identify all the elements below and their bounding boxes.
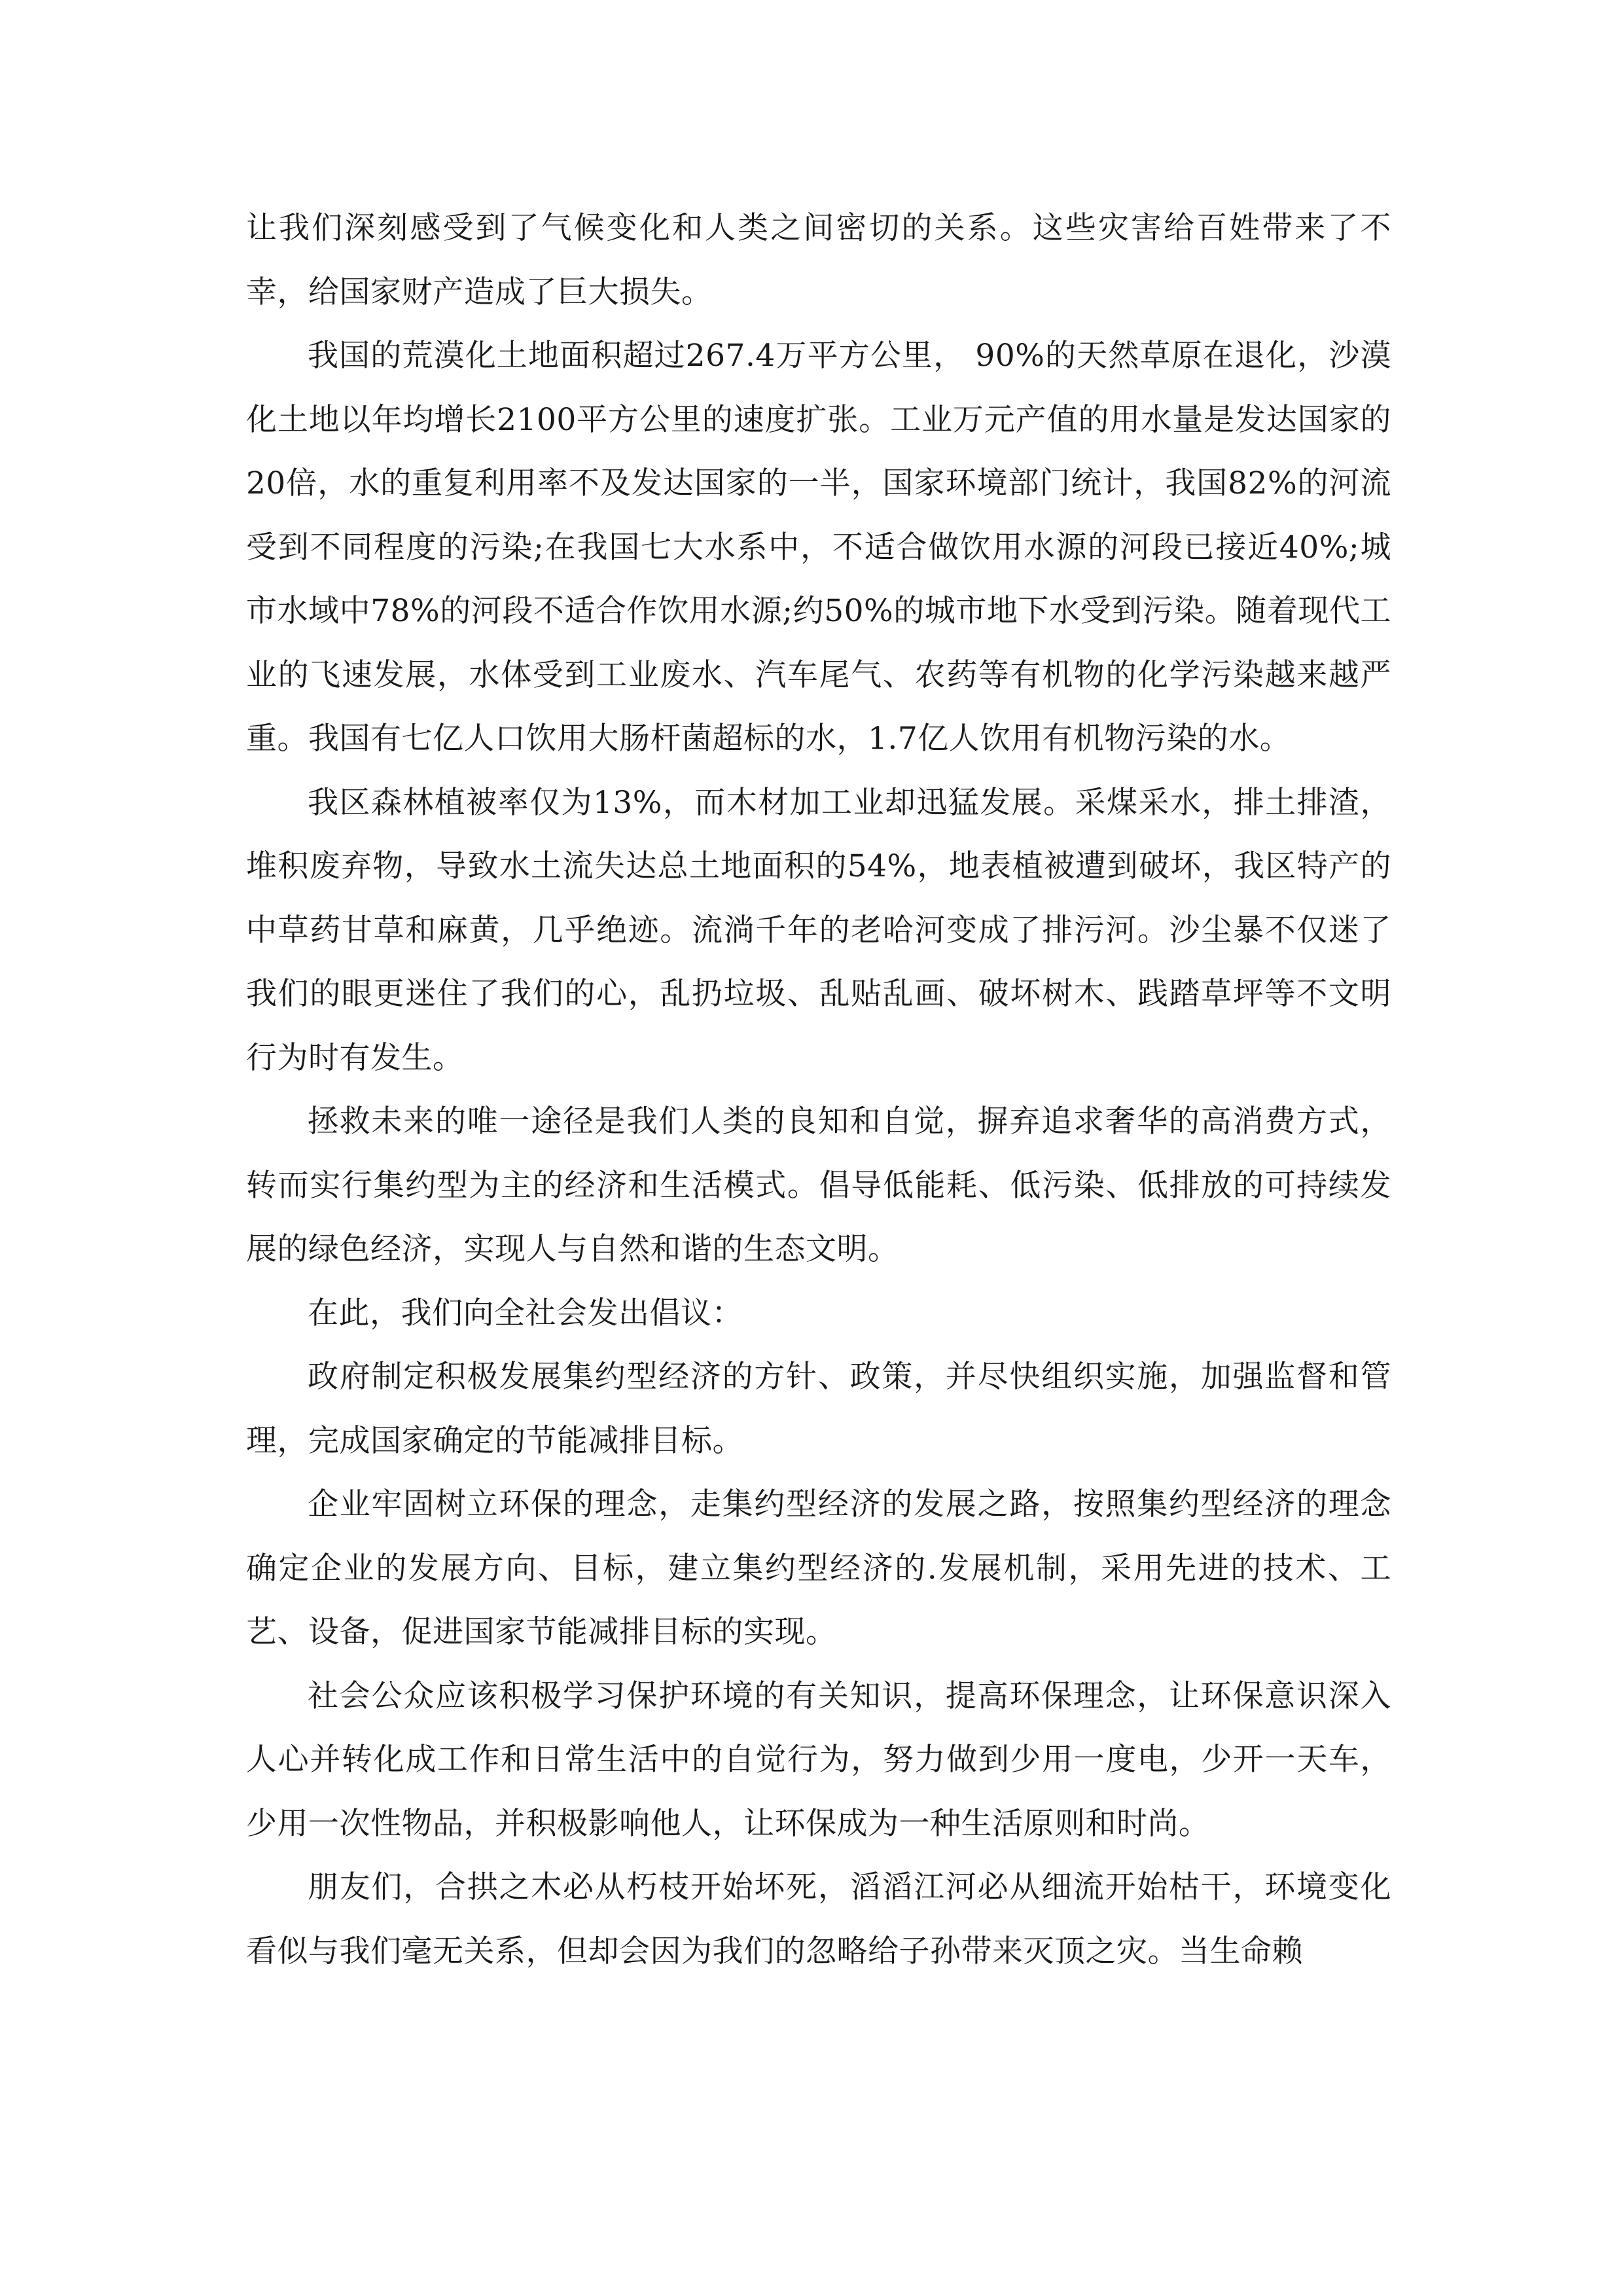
- paragraph-7: 企业牢固树立环保的理念，走集约型经济的发展之路，按照集约型经济的理念确定企业的发展方向、目标，建立集约型经济的.发展机制，采用先进的技术、工艺、设备，促进国家节能减排目标的实现。: [246, 1486, 1391, 1650]
- paragraph-9: 朋友们，合拱之木必从朽枝开始坏死，滔滔江河必从细流开始枯干，环境变化看似与我们毫无关系，但却会因为我们的忽略给子孙带来灭顶之灾。当生命赖: [246, 1869, 1391, 1969]
- paragraph-1: 让我们深刻感受到了气候变化和人类之间密切的关系。这些灾害给百姓带来了不幸，给国家财产造成了巨大损失。: [246, 210, 1391, 310]
- paragraph-3: 我区森林植被率仅为13%，而木材加工业却迅猛发展。采煤采水，排土排渣，堆积废弃物，导致水土流失达总土地面积的54%，地表植被遭到破坏，我区特产的中草药甘草和麻黄，几乎绝迹。流淌千年的老哈河变成了排污河。沙尘暴不仅迷了我们的眼更迷住了我们的心，乱扔垃圾、乱贴乱画、破坏树木、践踏草坪等不文明行为时有发生。: [246, 784, 1391, 1076]
- paragraph-2: 我国的荒漠化土地面积超过267.4万平方公里， 90%的天然草原在退化，沙漠化土地以年均增长2100平方公里的速度扩张。工业万元产值的用水量是发达国家的20倍，水的重复利用率不及发达国家的一半，国家环境部门统计，我国82%的河流受到不同程度的污染;在我国七大水系中，不适合做饮用水源的河段已接近40%;城市水域中78%的河段不适合作饮用水源;约50%的城市地下水受到污染。随着现代工业的飞速发展，水体受到工业废水、汽车尾气、农药等有机物的化学污染越来越严重。我国有七亿人口饮用大肠杆菌超标的水，1.7亿人饮用有机物污染的水。: [246, 338, 1391, 757]
- paragraph-4: 拯救未来的唯一途径是我们人类的良知和自觉，摒弃追求奢华的高消费方式，转而实行集约型为主的经济和生活模式。倡导低能耗、低污染、低排放的可持续发展的绿色经济，实现人与自然和谐的生态文明。: [246, 1103, 1391, 1267]
- document-body: [246, 196, 1391, 1983]
- paragraph-5: 在此，我们向全社会发出倡议：: [308, 1295, 743, 1331]
- paragraph-8: 社会公众应该积极学习保护环境的有关知识，提高环保理念，让环保意识深入人心并转化成工作和日常生活中的自觉行为，努力做到少用一度电，少开一天车，少用一次性物品，并积极影响他人，让环保成为一种生活原则和时尚。: [246, 1677, 1391, 1842]
- paragraph-6: 政府制定积极发展集约型经济的方针、政策，并尽快组织实施，加强监督和管理，完成国家确定的节能减排目标。: [246, 1359, 1391, 1459]
